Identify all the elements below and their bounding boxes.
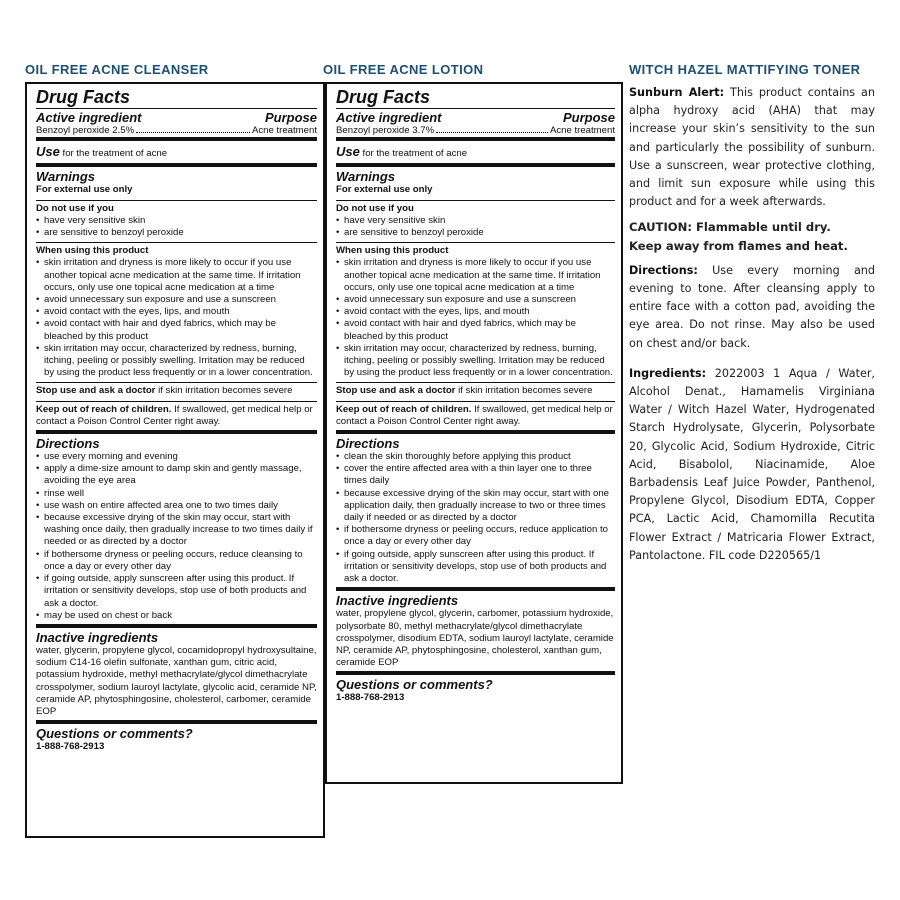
when-using-block (336, 242, 615, 379)
list-item: • if bothersome dryness or peeling occurs, reduce application to once a day or every other day (336, 524, 615, 548)
toner-text-block (629, 84, 875, 572)
keep-out-heading: Keep out of reach of children. (336, 403, 472, 415)
inactive-text: water, glycerin, propylene glycol, cocamidopropyl hydroxysultaine, sodium C14-16 olefin sulfonate, xanthan gum, citric acid, potassium hydroxide, methyl methacrylate/glycol dimethacrylate crosspolymer, sodium lauroyl lactylate, glycolic acid, ceramide NP, ceramide AP, phytosphingosine, cholesterol, carbomer, ceramide EOP (36, 644, 317, 717)
caution-block (629, 218, 875, 254)
when-using-block (36, 242, 317, 379)
list-item: • have very sensitive skin (336, 215, 615, 227)
list-item: • skin irritation may occur, characterized by redness, burning, itching, peeling or possibly swelling. Irritation may be reduced by using the product less frequently or in a lower concentration. (36, 343, 317, 380)
list-item: • because excessive drying of the skin may occur, start with one application daily, then gradually increase to two or three times daily if needed or as directed by a doctor (336, 488, 615, 525)
active-ingredient-purpose: Acne treatment (251, 125, 317, 136)
sunburn-alert-heading: Sunburn Alert: (629, 86, 725, 99)
list-item: • avoid unnecessary sun exposure and use a sunscreen (36, 294, 317, 306)
phone-number: 1-888-768-2913 (336, 692, 405, 704)
lotion-drug-facts-panel (325, 82, 623, 784)
list-item: • cover the entire affected area with a thin layer one to three times daily (336, 463, 615, 487)
list-item: • if bothersome dryness or peeling occurs, reduce cleansing to once a day or every other day (36, 549, 317, 573)
list-item: • use wash on entire affected area one to two times daily (36, 500, 317, 512)
stop-use-text: if skin irritation becomes severe (458, 385, 593, 397)
lotion-column-title: OIL FREE ACNE LOTION (323, 62, 484, 77)
questions-heading: Questions or comments? (36, 726, 193, 742)
toner-directions-heading: Directions: (629, 263, 698, 277)
list-item: • have very sensitive skin (36, 215, 317, 227)
questions-section (336, 671, 615, 706)
active-ingredient-row (36, 125, 317, 137)
use-text: for the treatment of acne (362, 148, 468, 160)
list-item: • are sensitive to benzoyl peroxide (336, 227, 615, 239)
do-not-use-heading: Do not use if you (36, 202, 114, 214)
warnings-section (36, 163, 317, 430)
purpose-heading: Purpose (562, 110, 615, 125)
toner-directions (629, 262, 875, 353)
external-use-text: For external use only (36, 184, 133, 196)
warnings-heading: Warnings (36, 169, 95, 185)
inactive-section (36, 624, 317, 720)
list-item: • clean the skin thoroughly before applying this product (336, 451, 615, 463)
stop-use-block (336, 382, 615, 397)
list-item: • skin irritation and dryness is more likely to occur if you use another topical acne medication at the same time. If irritation occurs, only use one topical acne medication at a time (36, 257, 317, 294)
do-not-use-block (336, 200, 615, 240)
inactive-heading: Inactive ingredients (336, 593, 459, 609)
keep-out-block (336, 401, 615, 428)
questions-section (36, 720, 317, 755)
drug-facts-title: Drug Facts (336, 87, 615, 109)
inactive-text: water, propylene glycol, glycerin, carbomer, potassium hydroxide, polysorbate 80, methyl methacrylate/glycol dimethacrylate crosspolymer, disodium EDTA, sodium lauroyl lactylate, ceramide NP, ceramide AP, phytosphingosine, cholesterol, xanthan gum, ceramide EOP (336, 608, 614, 669)
stop-use-text: if skin irritation becomes severe (158, 385, 293, 397)
toner-ingredients-text: 2022003 1 Aqua / Water, Alcohol Denat., Hamamelis Virginiana Water / Witch Hazel Water, Hydrogenated Starch Hydrolysate, Glycerin, Polysorbate 20, Glycolic Acid, Sodium Hydroxide, Citric Acid, Bisabolol, Niacinamide, Aloe Barbadensis Leaf Juice Powder, Panthenol, Propylene Glycol, Disodium EDTA, Copper PCA, Lactic Acid, Chamomilla Recutita Flower Extract / Matricaria Flower Extract, Pantolactone. FIL code D220565/1 (629, 366, 875, 562)
active-ingredient-name: Benzoyl peroxide 2.5% (36, 125, 135, 136)
active-ingredient-name: Benzoyl peroxide 3.7% (336, 125, 435, 136)
caution-line: Keep away from flames and heat. (629, 238, 848, 253)
directions-heading: Directions (336, 436, 400, 452)
purpose-heading: Purpose (264, 110, 317, 125)
list-item: • rinse well (36, 488, 317, 500)
keep-out-text: If swallowed, get medical help or contact a Poison Control Center right away. (36, 403, 313, 427)
questions-heading: Questions or comments? (336, 677, 493, 693)
list-item: • if going outside, apply sunscreen after using this product. If irritation or sensitivity develops, stop use of both products and ask a doctor. (336, 549, 615, 586)
list-item: • may be used on chest or back (36, 610, 317, 622)
list-item: • avoid unnecessary sun exposure and use a sunscreen (336, 294, 615, 306)
drug-facts-title: Drug Facts (36, 87, 317, 109)
list-item: • if going outside, apply sunscreen after using this product. If irritation or sensitivity develops, stop use of both products and ask a doctor. (36, 573, 317, 610)
keep-out-text: If swallowed, get medical help or contact a Poison Control Center right away. (336, 403, 613, 427)
list-item: • skin irritation and dryness is more likely to occur if you use another topical acne medication at the same time. If irritation occurs, only use one topical acne medication at a time (336, 257, 615, 294)
use-heading: Use (36, 144, 60, 160)
toner-ingredients-heading: Ingredients: (629, 366, 707, 380)
external-use-text: For external use only (336, 184, 433, 196)
list-item: • use every morning and evening (36, 451, 317, 463)
keep-out-heading: Keep out of reach of children. (36, 403, 172, 415)
list-item: • avoid contact with the eyes, lips, and mouth (336, 306, 615, 318)
do-not-use-heading: Do not use if you (336, 202, 414, 214)
cleanser-drug-facts-panel (25, 82, 325, 838)
active-ingredient-purpose: Acne treatment (549, 125, 615, 136)
directions-section (336, 430, 615, 587)
when-using-heading: When using this product (36, 245, 149, 257)
warnings-heading: Warnings (336, 169, 395, 185)
inactive-section (336, 587, 615, 671)
list-item: • avoid contact with hair and dyed fabrics, which may be bleached by this product (336, 318, 615, 342)
toner-ingredients (629, 365, 875, 565)
list-item: • avoid contact with the eyes, lips, and mouth (36, 306, 317, 318)
warnings-section (336, 163, 615, 430)
directions-section (36, 430, 317, 624)
list-item: • because excessive drying of the skin may occur, start with washing once daily, then gradually increase to two times daily if needed or as directed by a doctor (36, 512, 317, 549)
list-item: • are sensitive to benzoyl peroxide (36, 227, 317, 239)
active-ingredient-heading: Active ingredient (36, 110, 142, 125)
active-ingredient-heading: Active ingredient (336, 110, 442, 125)
keep-out-block (36, 401, 317, 428)
do-not-use-block (36, 200, 317, 240)
active-ingredient-row (336, 125, 615, 137)
list-item: • apply a dime-size amount to damp skin and gently massage, avoiding the eye area (36, 463, 317, 487)
list-item: • skin irritation may occur, characterized by redness, burning, itching, peeling or possibly swelling. Irritation may be reduced by using the product less frequently or in a lower concentration. (336, 343, 615, 380)
toner-directions-text: Use every morning and evening to tone. After cleansing apply to entire face with a cotton pad, avoiding the eye area. Do not rinse. May also be used on chest and/or back. (629, 263, 876, 350)
stop-use-heading: Stop use and ask a doctor (36, 385, 156, 397)
use-section (336, 137, 615, 163)
sunburn-alert-text: This product contains an alpha hydroxy acid (AHA) that may increase your skin’s sensitivity to the sun and particularly the possibility of sunburn. Use a sunscreen, wear protective clothing, and limit sun exposure while using this product and for a week afterwards. (629, 86, 875, 209)
use-section (36, 137, 317, 163)
toner-column-title: WITCH HAZEL MATTIFYING TONER (629, 62, 861, 77)
inactive-heading: Inactive ingredients (36, 629, 159, 645)
cleanser-column-title: OIL FREE ACNE CLEANSER (25, 62, 209, 77)
stop-use-block (36, 382, 317, 397)
use-heading: Use (336, 144, 360, 160)
caution-line: CAUTION: Flammable until dry. (629, 220, 831, 235)
use-text: for the treatment of acne (62, 148, 168, 160)
sunburn-alert (629, 84, 875, 211)
stop-use-heading: Stop use and ask a doctor (336, 385, 456, 397)
list-item: • avoid contact with hair and dyed fabrics, which may be bleached by this product (36, 318, 317, 342)
phone-number: 1-888-768-2913 (36, 741, 105, 753)
when-using-heading: When using this product (336, 245, 449, 257)
directions-heading: Directions (36, 436, 100, 452)
